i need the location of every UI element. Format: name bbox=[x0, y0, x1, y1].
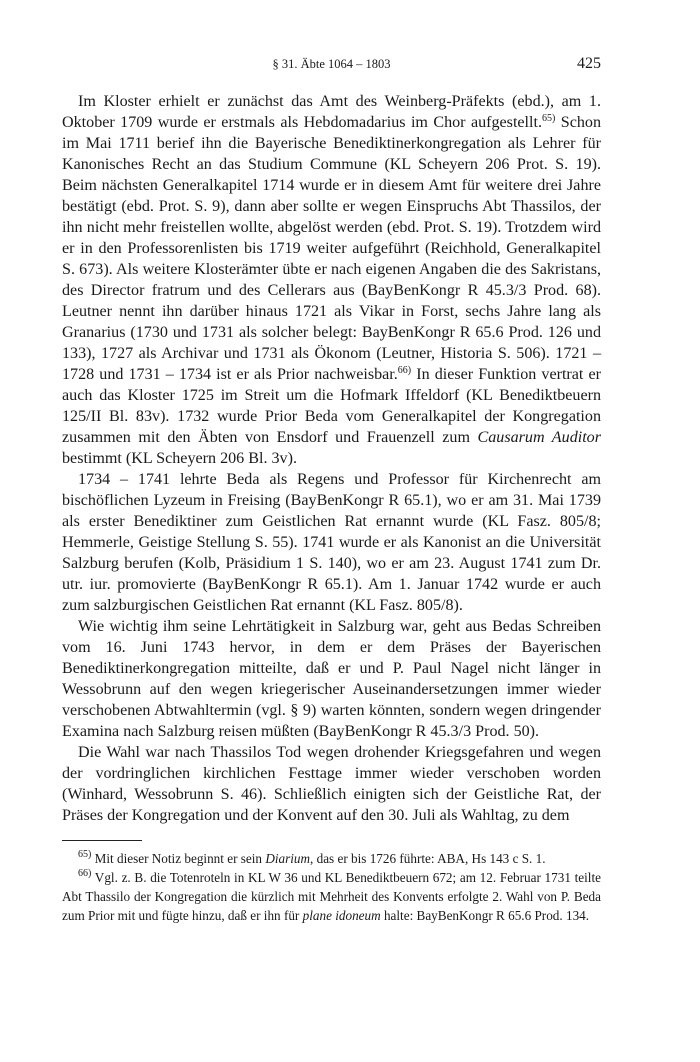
body-paragraph bbox=[62, 742, 601, 826]
footnote-ref: 66) bbox=[397, 365, 412, 376]
italic-term: Causarum Auditor bbox=[477, 429, 601, 446]
text-run: , das er bis 1726 führte: ABA, Hs 143 c S. 1. bbox=[310, 851, 546, 866]
body-paragraph bbox=[62, 91, 601, 469]
text-run: bestimmt (KL Scheyern 206 Bl. 3v). bbox=[62, 450, 297, 467]
running-head-title: § 31. Äbte 1064 – 1803 bbox=[272, 57, 391, 71]
body-paragraph bbox=[62, 616, 601, 742]
footnote-ref: 65) bbox=[542, 113, 556, 124]
footnote-ref: 65) bbox=[78, 849, 92, 860]
text-run: 1734 – 1741 lehrte Beda als Regens und Professor für Kirchenrecht am bischöflichen Lyzeum in Freising (BayBenKongr R 65.1), wo er am 31. Mai 1739 als erster Benediktiner zum Geistlichen Rat ernannt wurde (KL Fasz. 805/8; Hemmerle, Geistige Stellung S. 55). 1741 wurde er als Kanonist an die Universität Salzburg berufen (Kolb, Präsidium 1 S. 140), wo er am 23. August 1741 zum Dr. utr. iur. promovierte (BayBenKongr R 65.1). Am 1. Januar 1742 wurde er auch zum salzburgischen Geistlichen Rat ernannt (KL Fasz. 805/8). bbox=[62, 471, 601, 614]
italic-term: Diarium bbox=[265, 851, 311, 866]
body-paragraph bbox=[62, 469, 601, 616]
text-run: Vgl. z. B. die Totenroteln in KL W 36 und KL Benediktbeuern 672; am 12. Februar 1731 teilte Abt Thassilo der Kongregation die kürzlich mit Mehrheit des Konvents erfolgte 2. Wahl von P. Beda zum Prior mit und fügte hinzu, daß er ihn für bbox=[62, 870, 601, 923]
text-run: Die Wahl war nach Thassilos Tod wegen drohender Kriegsgefahren und wegen der vordringlichen kirchlichen Festtage immer wieder verschoben worden (Winhard, Wessobrunn S. 46). Schließlich einigten sich der Geistliche Rat, der Präses der Kongregation und der Konvent auf den 30. Juli als Wahltag, zu dem bbox=[62, 744, 601, 824]
footnote-divider bbox=[62, 840, 142, 841]
footnote bbox=[62, 849, 601, 868]
body-text bbox=[62, 91, 601, 826]
text-run: Im Kloster erhielt er zunächst das Amt des Weinberg-Präfekts (ebd.), am 1. Oktober 1709 wurde er erstmals als Hebdomadarius im Chor aufgestellt. bbox=[62, 93, 601, 131]
footnote bbox=[62, 868, 601, 925]
text-run: Wie wichtig ihm seine Lehrtätigkeit in Salzburg war, geht aus Bedas Schreiben vom 16. Juni 1743 hervor, in dem er dem Präses der Bayerischen Benediktinerkongregation mitteilte, daß er und P. Paul Nagel nicht länger in Wessobrunn auf den wegen kriegerischer Auseinandersetzungen immer wieder verschobenen Abtwahltermin (vgl. § 9) warten könnten, sondern wegen dringender Examina nach Salzburg reisen müßten (BayBenKongr R 45.3/3 Prod. 50). bbox=[62, 618, 601, 740]
text-run: In dieser Funktion vertrat er auch das Kloster 1725 im Streit um die Hofmark Iffeldorf (KL Benediktbeuern 125/II Bl. 83v). 1732 wurde Prior Beda vom Generalkapitel der Kongregation zusammen mit den Äbten von Ensdorf und Frauenzell zum bbox=[62, 366, 601, 446]
text-run: Mit dieser Notiz beginnt er sein bbox=[91, 851, 266, 866]
page-number: 425 bbox=[577, 55, 601, 72]
running-head bbox=[62, 55, 601, 77]
footnotes bbox=[62, 849, 601, 925]
text-run: halte: BayBenKongr R 65.6 Prod. 134. bbox=[380, 908, 590, 923]
footnote-ref: 66) bbox=[78, 868, 92, 879]
book-page bbox=[62, 55, 601, 925]
text-run: Schon im Mai 1711 berief ihn die Bayerische Benediktinerkongregation als Lehrer für Kanonisches Recht an das Studium Commune (KL Scheyern 206 Prot. S. 19). Beim nächsten Generalkapitel 1714 wurde er in diesem Amt für weitere drei Jahre bestätigt (ebd. Prot. S. 9), dann aber sollte er wegen Einspruchs Abt Thassilos, der ihn nicht mehr freistellen wollte, abgelöst werden (ebd. Prot. S. 19). Trotzdem wird er in den Professorenlisten bis 1719 weiter aufgeführt (Reichhold, Generalkapitel S. 673). Als weitere Klosterämter übte er nach eigenen Angaben die des Sakristans, des Director fratrum und des Cellerars aus (BayBenKongr R 45.3/3 Prod. 68). Leutner nennt ihn darüber hinaus 1721 als Vikar in Forst, sechs Jahre lang als Granarius (1730 und 1731 als solcher belegt: BayBenKongr R 65.6 Prod. 126 und 133), 1727 als Archivar und 1731 als Ökonom (Leutner, Historia S. 506). 1721 – 1728 und 1731 – 1734 ist er als Prior nachweisbar. bbox=[62, 114, 601, 383]
italic-term: plane idoneum bbox=[302, 908, 381, 923]
